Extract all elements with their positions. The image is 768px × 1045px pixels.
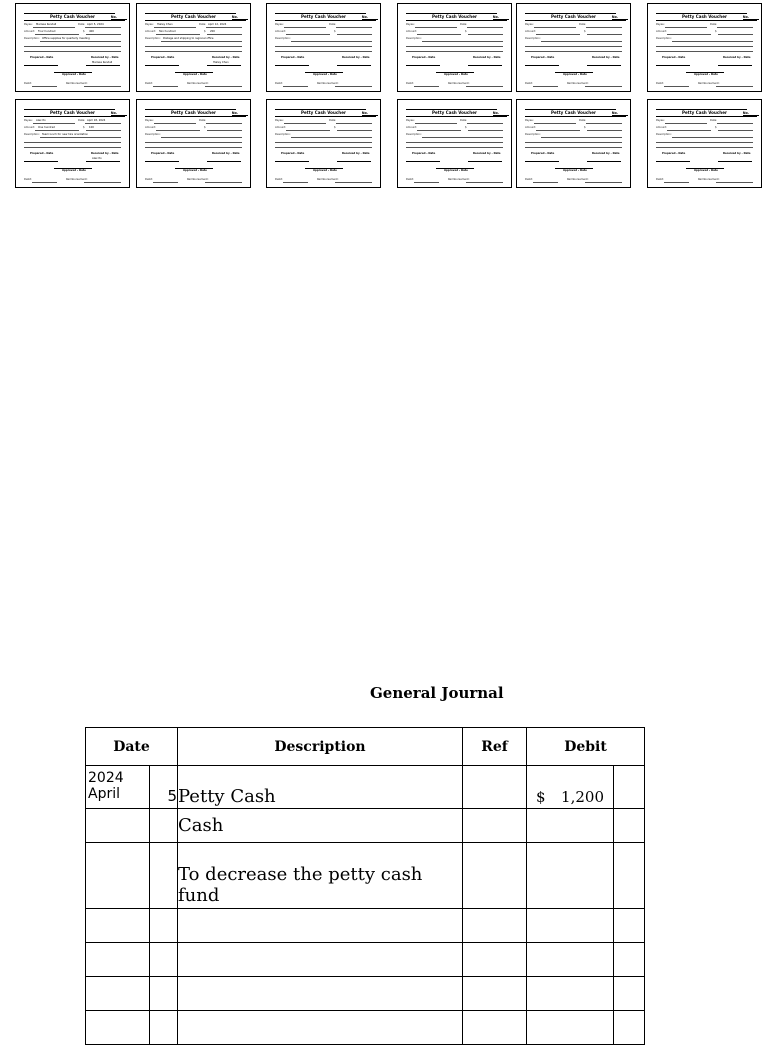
reimbursement-label: Reimbursement: — [698, 82, 720, 85]
reimbursement-label: Reimbursement: — [567, 178, 589, 181]
voucher-date: April 18, 2024 — [87, 118, 106, 122]
reimbursement-label: Reimbursement: — [66, 178, 88, 181]
voucher-number-label: No. — [361, 111, 368, 115]
prepared-caption: Prepared - Date — [412, 56, 436, 59]
prepared-caption: Prepared - Date — [531, 56, 555, 59]
amount-label: Amount: — [145, 30, 157, 33]
approved-caption: Approved - Date — [183, 169, 207, 172]
voucher-title: Petty Cash Voucher — [300, 110, 346, 115]
petty-cash-voucher: Petty Cash Voucher No. Payee: Date: Amount: $ Description: Marissa Kendall April 5, 2024 Four hundred 400 Office supplies for quarterly meeting Marissa Kendall Prepared - Date Received by - Date Approved - Date Debit: Reimbursement: — [15, 3, 130, 92]
petty-cash-voucher: Petty Cash Voucher No. Payee: Date: Amount: $ Description: Prepared - Date Received by - Date Approved - Date Debit: Reimbursement: — [397, 3, 512, 92]
voucher-number-label: No. — [110, 111, 117, 115]
debit-label: Debit: — [406, 178, 414, 181]
general-journal-table — [85, 727, 645, 1045]
date-label: Date: — [199, 119, 207, 122]
voucher-number-label: No. — [231, 111, 238, 115]
approved-caption: Approved - Date — [62, 73, 86, 76]
description-label: Description: — [656, 37, 672, 40]
approved-caption: Approved - Date — [444, 169, 468, 172]
amount-label: Amount: — [656, 30, 668, 33]
voucher-received-name: Hailey Chen — [213, 61, 229, 64]
prepared-caption: Prepared - Date — [412, 152, 436, 155]
description-label: Description: — [656, 133, 672, 136]
amount-label: Amount: — [525, 126, 537, 129]
petty-cash-voucher: Petty Cash Voucher No. Payee: Date: Amount: $ Description: Hailey Chen April 12, 2024 Two hundred 200 Postage and shipping to regional office Hailey Chen Prepared - Date Received by - Date Approved - Date Debit: Reimbursement: — [136, 3, 251, 92]
date-label: Date: — [78, 23, 86, 26]
amount-label: Amount: — [275, 126, 287, 129]
approved-caption: Approved - Date — [444, 73, 468, 76]
voucher-received-name: Marissa Kendall — [92, 61, 113, 64]
payee-label: Payee: — [145, 119, 154, 122]
voucher-payee: Alex Ito — [36, 118, 46, 122]
petty-cash-voucher: Petty Cash Voucher No. Payee: Date: Amount: $ Description: Prepared - Date Received by - Date Approved - Date Debit: Reimbursement: — [516, 99, 631, 188]
entry-description: Petty Cash — [178, 766, 463, 809]
debit-cents-cell — [614, 766, 645, 809]
description-label: Description: — [525, 133, 541, 136]
approved-caption: Approved - Date — [313, 169, 337, 172]
voucher-payee: Marissa Kendall — [36, 22, 57, 26]
debit-label: Debit: — [656, 82, 664, 85]
voucher-amount: 400 — [89, 29, 94, 33]
journal-row — [86, 909, 645, 943]
payee-label: Payee: — [24, 23, 33, 26]
description-label: Description: — [275, 37, 291, 40]
voucher-number-label: No. — [231, 15, 238, 19]
date-label: Date: — [710, 23, 718, 26]
voucher-number-label: No. — [492, 111, 499, 115]
reimbursement-label: Reimbursement: — [317, 178, 339, 181]
prepared-caption: Prepared - Date — [151, 56, 175, 59]
entry-description: To decrease the petty cash fund — [178, 843, 463, 909]
payee-label: Payee: — [275, 119, 284, 122]
amount-label: Amount: — [24, 126, 36, 129]
petty-cash-voucher: Petty Cash Voucher No. Payee: Date: Amount: $ Description: Prepared - Date Received by - Date Approved - Date Debit: Reimbursement: — [647, 99, 762, 188]
amount-label: Amount: — [24, 30, 36, 33]
voucher-title: Petty Cash Voucher — [170, 14, 216, 19]
payee-label: Payee: — [656, 119, 665, 122]
petty-cash-voucher: Petty Cash Voucher No. Payee: Date: Amount: $ Description: Prepared - Date Received by - Date Approved - Date Debit: Reimbursement: — [397, 99, 512, 188]
date-label: Date: — [329, 23, 337, 26]
payee-label: Payee: — [525, 23, 534, 26]
reimbursement-label: Reimbursement: — [698, 178, 720, 181]
description-label: Description: — [525, 37, 541, 40]
journal-row — [86, 843, 645, 909]
received-caption: Received by - Date — [473, 152, 501, 155]
voucher-number-label: No. — [361, 15, 368, 19]
description-label: Description: — [24, 133, 40, 136]
header-date: Date — [86, 728, 178, 766]
header-debit: Debit — [527, 728, 645, 766]
voucher-number-label: No. — [611, 15, 618, 19]
amount-label: Amount: — [656, 126, 668, 129]
reimbursement-label: Reimbursement: — [448, 82, 470, 85]
ref-cell — [463, 766, 527, 809]
received-caption: Received by - Date — [91, 152, 119, 155]
received-caption: Received by - Date — [91, 56, 119, 59]
date-label: Date: — [199, 23, 207, 26]
header-description: Description — [178, 728, 463, 766]
voucher-title: Petty Cash Voucher — [300, 14, 346, 19]
debit-cell — [527, 766, 614, 809]
approved-caption: Approved - Date — [694, 73, 718, 76]
debit-label: Debit: — [525, 178, 533, 181]
debit-label: Debit: — [24, 178, 32, 181]
voucher-amount-words: Two hundred — [159, 29, 176, 33]
voucher-description: Office supplies for quarterly meeting — [42, 36, 90, 40]
amount-label: Amount: — [406, 126, 418, 129]
voucher-number-label: No. — [110, 15, 117, 19]
date-label: Date: — [710, 119, 718, 122]
payee-label: Payee: — [24, 119, 33, 122]
reimbursement-label: Reimbursement: — [66, 82, 88, 85]
voucher-title: Petty Cash Voucher — [49, 14, 95, 19]
voucher-payee: Hailey Chen — [157, 22, 173, 26]
petty-cash-voucher: Petty Cash Voucher No. Payee: Date: Amount: $ Description: Prepared - Date Received by - Date Approved - Date Debit: Reimbursement: — [136, 99, 251, 188]
reimbursement-label: Reimbursement: — [567, 82, 589, 85]
payee-label: Payee: — [275, 23, 284, 26]
received-caption: Received by - Date — [342, 56, 370, 59]
payee-label: Payee: — [656, 23, 665, 26]
date-label: Date: — [460, 119, 468, 122]
voucher-amount-words: Four hundred — [38, 29, 56, 33]
voucher-number-label: No. — [742, 111, 749, 115]
amount-label: Amount: — [406, 30, 418, 33]
voucher-description: Team lunch for new hire orientation — [42, 132, 89, 136]
voucher-title: Petty Cash Voucher — [431, 110, 477, 115]
entry-day: 5 — [150, 766, 178, 809]
voucher-date: April 12, 2024 — [208, 22, 227, 26]
approved-caption: Approved - Date — [183, 73, 207, 76]
description-label: Description: — [275, 133, 291, 136]
received-caption: Received by - Date — [473, 56, 501, 59]
voucher-title: Petty Cash Voucher — [681, 14, 727, 19]
prepared-caption: Prepared - Date — [662, 56, 686, 59]
petty-cash-voucher: Petty Cash Voucher No. Payee: Date: Amount: $ Description: Prepared - Date Received by - Date Approved - Date Debit: Reimbursement: — [647, 3, 762, 92]
payee-label: Payee: — [525, 119, 534, 122]
debit-label: Debit: — [24, 82, 32, 85]
journal-row — [86, 943, 645, 977]
description-label: Description: — [406, 133, 422, 136]
received-caption: Received by - Date — [212, 56, 240, 59]
currency-symbol: $ — [536, 788, 546, 806]
entry-month: April — [88, 786, 120, 802]
payee-label: Payee: — [145, 23, 154, 26]
debit-label: Debit: — [406, 82, 414, 85]
petty-cash-voucher: Petty Cash Voucher No. Payee: Date: Amount: $ Description: Prepared - Date Received by - Date Approved - Date Debit: Reimbursement: — [266, 99, 381, 188]
journal-header-row — [86, 728, 645, 766]
received-caption: Received by - Date — [592, 56, 620, 59]
approved-caption: Approved - Date — [694, 169, 718, 172]
voucher-title: Petty Cash Voucher — [170, 110, 216, 115]
journal-row — [86, 809, 645, 843]
entry-description: Cash — [178, 809, 463, 843]
description-label: Description: — [24, 37, 40, 40]
petty-cash-voucher: Petty Cash Voucher No. Payee: Date: Amount: $ Description: Prepared - Date Received by - Date Approved - Date Debit: Reimbursement: — [266, 3, 381, 92]
amount-label: Amount: — [525, 30, 537, 33]
voucher-title: Petty Cash Voucher — [550, 110, 596, 115]
payee-label: Payee: — [406, 119, 415, 122]
voucher-title: Petty Cash Voucher — [49, 110, 95, 115]
reimbursement-label: Reimbursement: — [187, 178, 209, 181]
debit-label: Debit: — [525, 82, 533, 85]
debit-label: Debit: — [656, 178, 664, 181]
debit-label: Debit: — [145, 178, 153, 181]
voucher-amount: 100 — [89, 125, 94, 129]
amount-label: Amount: — [145, 126, 157, 129]
received-caption: Received by - Date — [342, 152, 370, 155]
reimbursement-label: Reimbursement: — [448, 178, 470, 181]
voucher-number-label: No. — [611, 111, 618, 115]
voucher-title: Petty Cash Voucher — [681, 110, 727, 115]
prepared-caption: Prepared - Date — [281, 152, 305, 155]
approved-caption: Approved - Date — [62, 169, 86, 172]
approved-caption: Approved - Date — [563, 169, 587, 172]
reimbursement-label: Reimbursement: — [187, 82, 209, 85]
payee-label: Payee: — [406, 23, 415, 26]
prepared-caption: Prepared - Date — [531, 152, 555, 155]
journal-row — [86, 977, 645, 1011]
description-label: Description: — [406, 37, 422, 40]
received-caption: Received by - Date — [723, 56, 751, 59]
debit-label: Debit: — [145, 82, 153, 85]
debit-label: Debit: — [275, 178, 283, 181]
received-caption: Received by - Date — [212, 152, 240, 155]
received-caption: Received by - Date — [592, 152, 620, 155]
voucher-title: Petty Cash Voucher — [431, 14, 477, 19]
prepared-caption: Prepared - Date — [281, 56, 305, 59]
date-cell — [86, 766, 150, 809]
prepared-caption: Prepared - Date — [662, 152, 686, 155]
prepared-caption: Prepared - Date — [30, 56, 54, 59]
voucher-number-label: No. — [492, 15, 499, 19]
voucher-number-label: No. — [742, 15, 749, 19]
approved-caption: Approved - Date — [563, 73, 587, 76]
date-label: Date: — [460, 23, 468, 26]
debit-amount: 1,200 — [561, 788, 604, 806]
voucher-amount: 200 — [210, 29, 215, 33]
reimbursement-label: Reimbursement: — [317, 82, 339, 85]
received-caption: Received by - Date — [723, 152, 751, 155]
journal-row — [86, 1011, 645, 1045]
voucher-description: Postage and shipping to regional office — [163, 36, 214, 40]
date-label: Date: — [78, 119, 86, 122]
header-ref: Ref — [463, 728, 527, 766]
approved-caption: Approved - Date — [313, 73, 337, 76]
voucher-amount-words: One hundred — [38, 125, 55, 129]
petty-cash-voucher: Petty Cash Voucher No. Payee: Date: Amount: $ Description: Alex Ito April 18, 2024 One hundred 100 Team lunch for new hire orientation Alex Ito Prepared - Date Received by - Date Approved - Date Debit: Reimbursement: — [15, 99, 130, 188]
date-label: Date: — [329, 119, 337, 122]
debit-label: Debit: — [275, 82, 283, 85]
description-label: Description: — [145, 133, 161, 136]
journal-title: General Journal — [370, 684, 504, 702]
journal-row — [86, 766, 645, 809]
date-label: Date: — [579, 23, 587, 26]
petty-cash-voucher: Petty Cash Voucher No. Payee: Date: Amount: $ Description: Prepared - Date Received by - Date Approved - Date Debit: Reimbursement: — [516, 3, 631, 92]
prepared-caption: Prepared - Date — [151, 152, 175, 155]
entry-year: 2024 — [88, 770, 124, 786]
description-label: Description: — [145, 37, 161, 40]
voucher-title: Petty Cash Voucher — [550, 14, 596, 19]
prepared-caption: Prepared - Date — [30, 152, 54, 155]
voucher-date: April 5, 2024 — [87, 22, 104, 26]
voucher-received-name: Alex Ito — [92, 157, 102, 160]
amount-label: Amount: — [275, 30, 287, 33]
date-label: Date: — [579, 119, 587, 122]
